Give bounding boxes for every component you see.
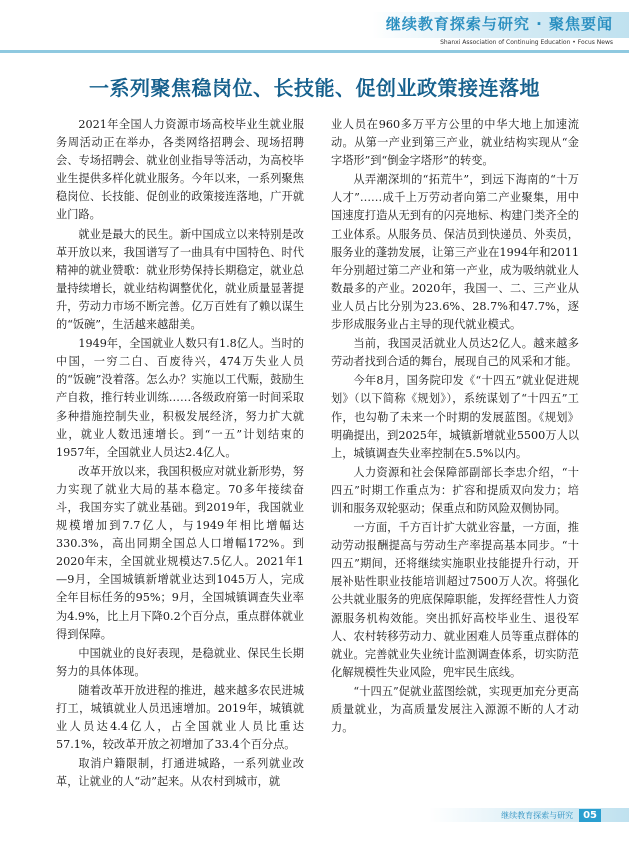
paragraph: 人力资源和社会保障部副部长李忠介绍，“十四五”时期工作重点为：扩容和提质双向发力；培训和服务双轮驱动；保重点和防风险双侧协同。 <box>331 465 579 515</box>
article-column-right <box>331 116 579 738</box>
paragraph: 一方面，千方百计扩大就业容量，一方面，推动劳动报酬提高与劳动生产率提高基本同步。“十四五”期间，还将继续实施职业技能提升行动，开展补贴性职业技能培训超过7500万人次。将强化公共就业服务的兜底保障职能，发挥经营性人力资源服务机构效能。突出抓好高校毕业生、退役军人、农村转移劳动力、就业困难人员等重点群体的就业。完善就业失业统计监测调查体系，切实防范化解规模性失业风险，兜牢民生底线。 <box>331 521 579 679</box>
page-number: 05 <box>579 809 601 822</box>
page-header <box>0 0 629 62</box>
header-title: 继续教育探索与研究 · 聚焦要闻 <box>385 15 613 33</box>
footer-label: 继续教育探索与研究 <box>501 810 574 820</box>
header-subtitle: Shanxi Association of Continuing Education • Focus News <box>440 39 613 46</box>
paragraph: 就业是最大的民生。新中国成立以来特别是改革开放以来，我国谱写了一曲具有中国特色、时代精神的就业赞歌：就业形势保持长期稳定，就业总量持续增长，就业结构调整优化，就业质量显著提升，劳动力市场不断完善。亿万百姓有了赖以谋生的“饭碗”，生活越来越甜美。 <box>56 227 304 332</box>
article-title: 一系列聚焦稳岗位、长技能、促创业政策接连落地 <box>89 76 540 100</box>
paragraph: 中国就业的良好表现，是稳就业、保民生长期努力的具体体现。 <box>56 646 304 678</box>
paragraph: 当前，我国灵活就业人员达2亿人。越来越多劳动者找到合适的舞台，展现自己的风采和才能。 <box>331 337 579 369</box>
paragraph: 随着改革开放进程的推进，越来越多农民进城打工，城镇就业人员迅速增加。2019年，城镇就业人员达4.4亿人，占全国就业人员比重达57.1%，较改革开放之初增加了33.4个百分点。 <box>56 683 304 752</box>
paragraph: “十四五”促就业蓝图绘就，实现更加充分更高质量就业，为高质量发展注入源源不断的人才动力。 <box>331 684 579 735</box>
header-rule <box>0 50 629 53</box>
paragraph: 2021年全国人力资源市场高校毕业生就业服务周活动正在举办，各类网络招聘会、现场招聘会、专场招聘会、就业创业指导等活动，为高校毕业生提供多样化就业服务。今年以来，一系列聚焦稳岗位、长技能、促创业的政策接连落地，广开就业门路。 <box>56 118 304 222</box>
article-column-left <box>56 116 304 792</box>
paragraph-continued: 业人员在960多万平方公里的中华大地上加速流动。从第一产业到第三产业，就业结构实现从“金字塔形”到“倒金字塔形”的转变。 <box>331 118 579 168</box>
paragraph: 今年8月，国务院印发《“十四五”就业促进规划》（以下简称《规划》），系统谋划了“十四五”工作，也勾勒了未来一个时期的发展蓝图。《规划》明确提出，到2025年，城镇新增就业5500万人以上，城镇调查失业率控制在5.5%以内。 <box>331 374 579 460</box>
paragraph: 从弄潮深圳的“拓荒牛”，到远下海南的“十万人才”……成千上万劳动者向第二产业聚集，用中国速度打造从无到有的闪亮地标、构建门类齐全的工业体系。从服务员、保洁员到快递员、外卖员，服务业的蓬勃发展，让第三产业在1994年和2011年分别超过第二产业和第一产业，成为吸纳就业人数最多的产业。2020年，我国一、二、三产业从业人员占比分别为23.6%、28.7%和47.7%，逐步形成服务业占主导的现代就业模式。 <box>331 173 579 332</box>
page-footer <box>501 804 629 826</box>
paragraph: 取消户籍限制，打通进城路，一系列就业改革，让就业的人“动”起来。从农村到城市，就 <box>56 757 304 789</box>
paragraph: 改革开放以来，我国积极应对就业新形势，努力实现了就业大局的基本稳定。70多年接续奋斗，我国夯实了就业基础。到2019年，我国就业规模增加到7.7亿人，与1949年相比增幅达330.3%，高出同期全国总人口增幅172%。到2020年末，全国就业规模达7.5亿人。2021年1—9月，全国城镇新增就业达到1045万人，完成全年目标任务的95%；9月，全国城镇调查失业率为4.9%，比上月下降0.2个百分点，重点群体就业得到保障。 <box>56 464 304 641</box>
paragraph: 1949年，全国就业人数只有1.8亿人。当时的中国，一穷二白、百废待兴，474万失业人员的“饭碗”没着落。怎么办？实施以工代赈，鼓励生产自救，推行转业训练……各级政府第一时间采取多种措施控制失业，积极发展经济，努力扩大就业，就业人数迅速增长。到“一五”计划结束的1957年，全国就业人员达2.4亿人。 <box>56 337 304 459</box>
